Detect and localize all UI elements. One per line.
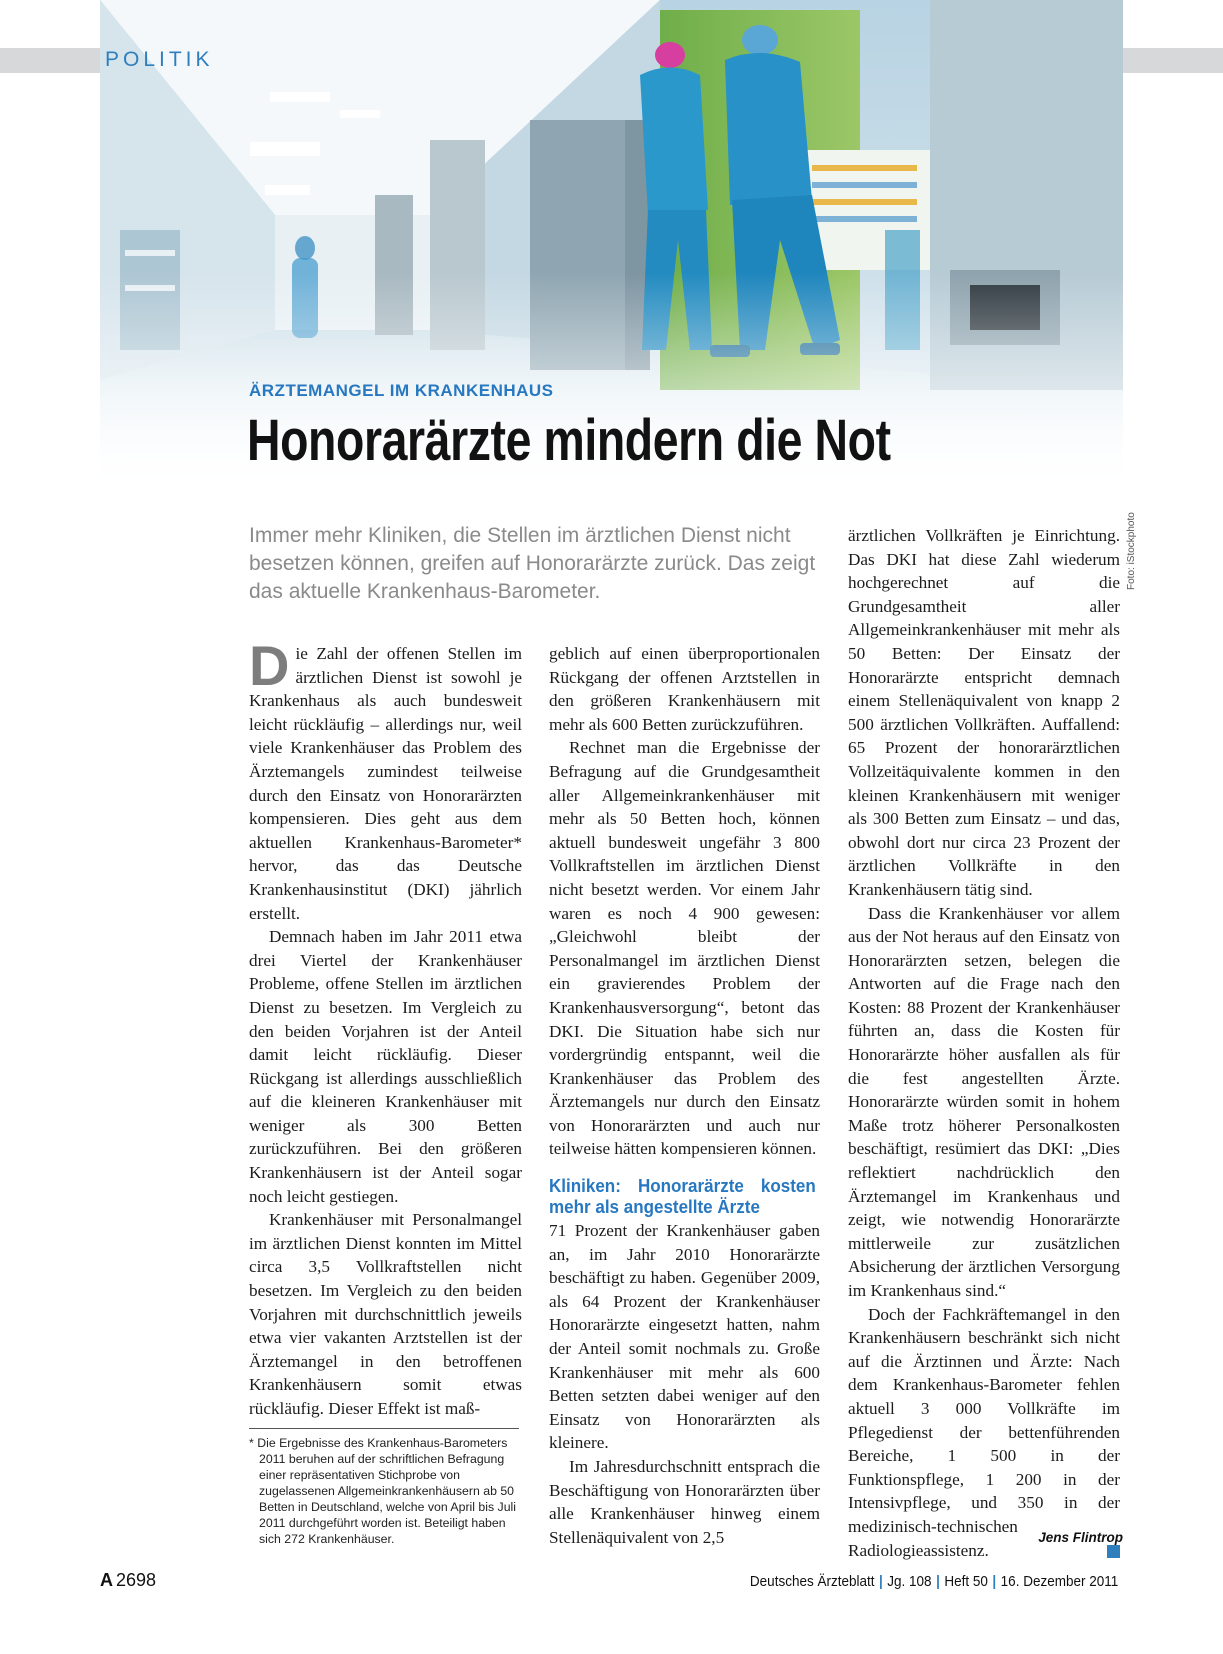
footnote: * Die Ergebnisse des Krankenhaus-Barometers 2011 beruhen auf der schriftlichen Befragung einer repräsentativen Stichprobe von zugelassenen Allgemeinkrankenhäusern ab 50 Betten in Deutschland, welche von April bis Juli 2011 durchgeführt worden ist. Beteiligt haben sich 272 Krankenhäuser. (249, 1436, 517, 1546)
paragraph: Krankenhäuser mit Personalmangel im ärztlichen Dienst konnten im Mittel circa 3,5 Vollkraftstellen nicht besetzen. Im Vergleich zu den beiden Vorjahren mit durchschnittlich jeweils etwa vier vakanten Arztstellen ist der Ärztemangel in den betroffenen Krankenhäusern somit etwas rückläufig. Dieser Effekt ist maß- (249, 1210, 522, 1418)
paragraph: Im Jahresdurchschnitt entsprach die Beschäftigung von Honorarärzten über alle Krankenhäuser hinweg einem Stellenäquivalent von 2,5 (549, 1457, 820, 1547)
separator: | (878, 1573, 883, 1590)
section-label: POLITIK (105, 48, 214, 71)
journal-name: Deutsches Ärzteblatt (749, 1573, 875, 1590)
article-author: Jens Flintrop (1038, 1530, 1123, 1545)
paragraph: Rechnet man die Ergebnisse der Befragung auf die Grundgesamtheit aller Allgemeinkrankenhäuser mit mehr als 50 Betten hoch, können aktuell bundesweit ungefähr 3 800 Vollkraftstellen im ärztlichen Dienst nicht besetzt werden. Vor einem Jahr waren es noch 4 900 gewesen: „Gleichwohl bleibt der Personalmangel im ärztlichen Dienst ein gravierendes Problem der Krankenhausversorgung“, betont das DKI. Die Situation habe sich nur vordergründig entspannt, weil die Krankenhäuser das Problem des Ärztemangels nur durch den Einsatz von Honorarärzten und auch nur teilweise hätten kompensieren können. (549, 738, 820, 1159)
article-kicker: ÄRZTEMANGEL IM KRANKENHAUS (249, 381, 554, 400)
paragraph: geblich auf einen überproportionalen Rückgang der offenen Arztstellen in den größeren Krankenhäusern mit mehr als 600 Betten zurückzuführen. (549, 644, 820, 734)
paragraph-text: Doch der Fachkräftemangel in den Krankenhäusern beschränkt sich nicht auf die Ärztinnen und Ärzte: Nach dem Krankenhaus-Barometer fehlen aktuell 3 000 Vollkräfte im Pflegedienst der bettenführenden Bereiche, 1 500 in der Funktionspflege, 1 200 in der Intensivpflege, und 350 in der medizinisch-technischen Radiologieassistenz. (848, 1304, 1120, 1560)
dropcap: D (249, 634, 290, 697)
footnote-divider (249, 1428, 519, 1429)
end-mark-icon (1107, 1545, 1120, 1558)
page-prefix: A (100, 1570, 113, 1590)
text-column-3 (848, 524, 1120, 1562)
text-column-2 (549, 642, 820, 1549)
page-number (100, 1570, 156, 1591)
article-headline: Honorarärzte mindern die Not (247, 408, 891, 473)
separator: | (935, 1573, 940, 1590)
paragraph: ärztlichen Vollkräften je Einrichtung. Das DKI hat diese Zahl wiederum hochgerechnet auf die Grundgesamtheit aller Allgemeinkrankenhäuser mit mehr als 50 Betten: Der Einsatz der Honorarärzte entspricht demnach einem Stellenäquivalent von knapp 2 500 ärztlichen Vollkräften. Auffallend: 65 Prozent der honorarärztlichen Vollzeitäquivalente kommen in den kleinen Krankenhäusern mit weniger als 300 Betten zum Einsatz – und das, obwohl dort nur circa 23 Prozent der ärztlichen Vollkräfte in den Krankenhäusern tätig sind. (848, 526, 1120, 899)
page-number-value: 2698 (116, 1570, 157, 1590)
paragraph: 71 Prozent der Krankenhäuser gaben an, im Jahr 2010 Honorarärzte beschäftigt zu haben. Gegenüber 2009, als 64 Prozent der Krankenhäuser Honorarärzte eingesetzt hatten, nahm der Anteil somit nochmals zu. Große Krankenhäuser mit mehr als 600 Betten setzten dabei weniger auf den Einsatz von Honorarärzten als kleinere. (549, 1221, 820, 1453)
paragraph: Demnach haben im Jahr 2011 etwa drei Viertel der Krankenhäuser Probleme, offene Stellen im ärztlichen Dienst zu besetzen. Im Vergleich zu den beiden Vorjahren ist der Anteil damit leicht rückläufig. Dieser Rückgang ist allerdings ausschließlich auf die kleineren Krankenhäuser mit weniger als 300 Betten zurückzuführen. Bei den größeren Krankenhäusern ist der Anteil sogar noch leicht gestiegen. (249, 927, 522, 1206)
photo-credit: Foto: iStockphoto (1126, 512, 1137, 590)
paragraph (848, 1303, 1120, 1563)
separator: | (992, 1573, 996, 1590)
journal-date: 16. Dezember 2011 (1000, 1573, 1118, 1590)
journal-volume: Jg. 108 (887, 1573, 932, 1590)
paragraph-text: ie Zahl der offenen Stellen im ärztlichen Dienst ist sowohl je Krankenhaus als auch bundesweit leicht rückläufig – allerdings nur, weil viele Krankenhäuser das Problem des Ärztemangels zumindest teilweise durch den Einsatz von Honorarärzten kompensieren. Dies geht aus dem aktuellen Krankenhaus-Barometer* hervor, das das Deutsche Krankenhausinstitut (DKI) jährlich erstellt. (249, 644, 522, 923)
footer-info (750, 1573, 1118, 1590)
paragraph: Dass die Krankenhäuser vor allem aus der Not heraus auf den Einsatz von Honorarärzten setzen, belegen die Antworten auf die Frage nach den Kosten: 88 Prozent der Krankenhäuser führten an, dass die Kosten für Honorarärzte höher ausfallen als für die fest angestellten Ärzte. Honorarärzte würden somit in hohem Maße trotz höherer Personalkosten beschäftigt, resümiert das DKI: „Dies reflektiert nachdrücklich den Ärztemangel im Krankenhaus und zeigt, wie notwendig Honorarärzte mittlerweile zur zusätzlichen Absicherung der ärztlichen Versorgung im Krankenhaus sind.“ (848, 903, 1120, 1300)
article-lead: Immer mehr Kliniken, die Stellen im ärztlichen Dienst nicht besetzen können, greifen auf Honorarärzte zurück. Das zeigt das aktuelle Krankenhaus-Barometer. (249, 524, 816, 603)
paragraph (249, 634, 522, 925)
text-column-1 (249, 634, 522, 1421)
journal-issue: Heft 50 (944, 1573, 988, 1590)
article-subhead: Kliniken: Honorarärzte kosten mehr als angestellte Ärzte (549, 1175, 816, 1218)
